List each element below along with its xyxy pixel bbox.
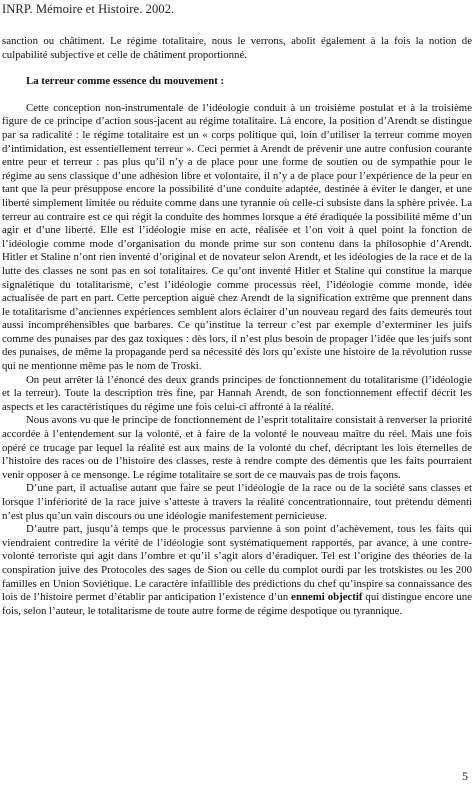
document-body [2,35,472,618]
paragraph-dune-part: D’une part, il actualise autant que faire se peut l’idéologie de la race ou de la société sans classes et lorsque l’infériorité de la race juive s’atteste à travers la réalité concentrationnaire, tout prétendu démenti n’est plus qu’un vain discours ou une idéologie manifestement pernicieuse. [2,482,472,522]
intro-paragraph: sanction ou châtiment. Le régime totalitaire, nous le verrons, abolit également à la fois la notion de culpabilité subjective et celle de châtiment proportionné. [2,35,472,61]
paragraph-dautre-part-end: qui distingue encore une fois, selon l’auteur, le totalitarisme de toute autre forme de régime despotique ou tyrannique. [2,591,473,617]
paragraph-dautre-part-text: D’autre part, jusqu’à temps que le processus parvienne à son point d’achèvement, tous les faits qui viendraient contredire la vérité de l’idéologie sont systématiquement rapportés, par avance, à une contre-volonté terroriste qui agit dans l’ombre et qu’il s’agit alors d’éradiquer. Tel est l’origine des théories de la conspiration juive des Protocoles des sages de Sion ou celle du complot ourdi par les trotskistes ou les 200 familles en Union Soviétique. Le caractère infaillible des prédictions du chef qu’inspire sa connaissance des lois de l’histoire permet d’établir par anticipation l’existence d’un [2,523,472,604]
section-heading: La terreur comme essence du mouvement : [26,75,225,88]
paragraph-principes: On peut arrêter là l’énoncé des deux grands principes de fonctionnement du totalitarisme (l’idéologie et la terreur). Toute la description très fine, par Hannah Arendt, de son fonctionnement effectif décrit les aspects et les caractéristiques du régime une fois celui-ci affronté à la réalité. [2,373,472,413]
running-header: INRP. Mémoire et Histoire. 2002. [2,2,175,16]
page-number: 5 [462,769,468,783]
paragraph-terreur: Cette conception non-instrumentale de l’idéologie conduit à un troisième postulat et à la troisième figure de ce principe d’action sous-jacent au régime totalitaire. Là encore, la position d’Arendt se distingue par sa radicalité : le régime totalitaire est un « corps politique qui, loin d’utiliser la terreur comme moyen d’intimidation, est essentiellement terreur ». Ceci permet à Arendt de prévenir une autre confusion courante entre peur et terreur : pas plus qu’il n’y a de place pour une forme de soutien ou de sympathie pour le régime au sens classique d’une adhésion libre et volontaire, il n’y a de place pour l’expérience de la peur en tant que la peur présuppose encore la possibilité d’une conduite adaptée, destinée à éviter le danger, et une liberté simplement limitée ou réduite comme dans une tyrannie où celle-ci subsiste dans la sphère privée. La terreur au contraire est ce qui régit la conduite des hommes lorsque a été éradiquée la possibilité même d’un agir et d’une liberté. Elle est l’idéologie mise en acte, réalisée et l’on voit à quel point la fonction de l’idéologie comme mode d’organisation du monde prime sur son contenu dans la philosophie d’Arendt. Hitler et Staline n’ont rien inventé d’original et de novateur selon Arendt, et les idéologies de la race et de la lutte des classes ne sont pas en soi totalitaires. Ce qu’ont inventé Hitler et Staline qui constitue la marque signalétique du totalitarisme, c’est l’idéologie comme processus réel, l’idéologie comme monde, idée actualisée de part en part. Cette perception aiguë chez Arendt de la signification extrême que prennent dans le totalitarisme d’anciennes expériences semblent alors éclairer d’un nouveau regard des faits demeurés tout aussi incompréhensibles que barbares. Ce qu’institue la terreur c’est par exemple d’exterminer les juifs comme des punaises par des gaz toxiques : dès lors, il n’est plus besoin de propager l’idée que les juifs sont des punaises, de même la propagande perd sa nécessité dès lors qu’existe une histoire de la révolution russe qui ne mentionne même pas le nom de Troski. [2,101,472,373]
paragraph-volonte: Nous avons vu que le principe de fonctionnement de l’esprit totalitaire consistait à renverser la priorité accordée à l’entendement sur la volonté, et à faire de la volonté le nouveau maître du réel. Mais une fois opéré ce trucage par lequel la réalité est aux mains de la volonté du chef, décriptant les lois éternelles de l’histoire des races ou de l’histoire des classes, reste à rendre compte des démentis que les faits pourraient venir opposer à ce mensonge. Le régime totalitaire se sort de ce mauvais pas de trois façons. [2,414,472,481]
paragraph-dautre-part [2,523,472,618]
ennemi-objectif-term: ennemi objectif [291,591,363,604]
